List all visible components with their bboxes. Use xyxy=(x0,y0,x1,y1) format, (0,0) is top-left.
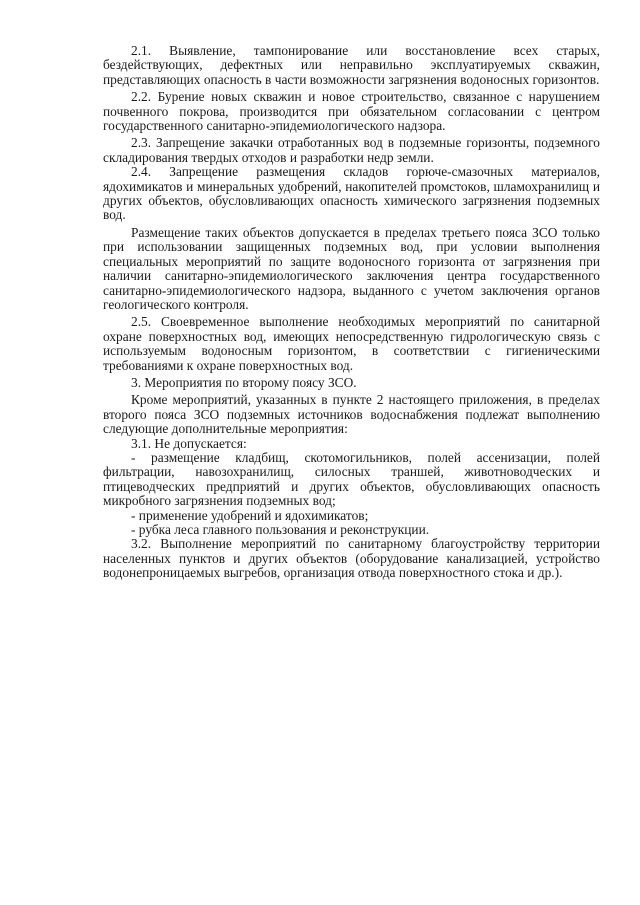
list-item-cemeteries: - размещение кладбищ, скотомогильников, полей ассенизации, полей фильтрации, навозохранилищ, силосных траншей, животноводческих и птицеводческих предприятий и других объектов, обусловливающих опасность микробного загрязнения подземных вод; xyxy=(103,449,600,509)
list-item-logging: - рубка леса главного пользования и реконструкции. xyxy=(131,522,430,537)
paragraph-2-3: 2.3. Запрещение закачки отработанных вод в подземные горизонты, подземного складирования твердых отходов и разработки недр земли. xyxy=(103,135,600,165)
paragraph-placement: Размещение таких объектов допускается в пределах третьего пояса ЗСО только при использовании защищенных подземных вод, при условии выполнения специальных мероприятий по защите водоносного горизонта от загрязнения при наличии санитарно-эпидемиологического заключения центра государственного санитарно-эпидемиологического надзора, выданного с учетом заключения органов геологического контроля. xyxy=(103,224,600,312)
paragraph-2-4: 2.4. Запрещение размещения складов горюче-смазочных материалов, ядохимикатов и минеральных удобрений, накопителей промстоков, шламохранилищ и других объектов, обусловливающих опасность химического загрязнения подземных вод. xyxy=(103,164,600,223)
paragraph-3-2: 3.2. Выполнение мероприятий по санитарному благоустройству территории населенных пунктов и других объектов (оборудование канализацией, устройство водонепроницаемых выгребов, организация отвода поверхностного стока и др.). xyxy=(103,536,600,581)
document-page xyxy=(103,44,600,581)
paragraph-2-2: 2.2. Бурение новых скважин и новое строительство, связанное с нарушением почвенного покрова, производится при обязательном согласовании с центром государственного санитарно-эпидемиологического надзора. xyxy=(103,89,600,134)
paragraph-2-1: 2.1. Выявление, тампонирование или восстановление всех старых, бездействующих, дефектных или неправильно эксплуатируемых скважин, представляющих опасность в части возможности загрязнения водоносных горизонтов. xyxy=(103,43,600,87)
paragraph-3-1: 3.1. Не допускается: xyxy=(131,435,247,451)
list-item-fertilizers: - применение удобрений и ядохимикатов; xyxy=(131,507,369,523)
paragraph-2-5: 2.5. Своевременное выполнение необходимых мероприятий по санитарной охране поверхностных вод, имеющих непосредственную гидрологическую связь с используемым водоносным горизонтом, в соответствии с гигиеническими требованиями к охране поверхностных вод. xyxy=(103,314,600,373)
section-heading-3: 3. Мероприятия по второму поясу ЗСО. xyxy=(131,374,357,390)
paragraph-intro-3: Кроме мероприятий, указанных в пункте 2 настоящего приложения, в пределах второго пояса ЗСО подземных источников водоснабжения подлежат выполнению следующие дополнительные мероприятия: xyxy=(103,392,600,437)
